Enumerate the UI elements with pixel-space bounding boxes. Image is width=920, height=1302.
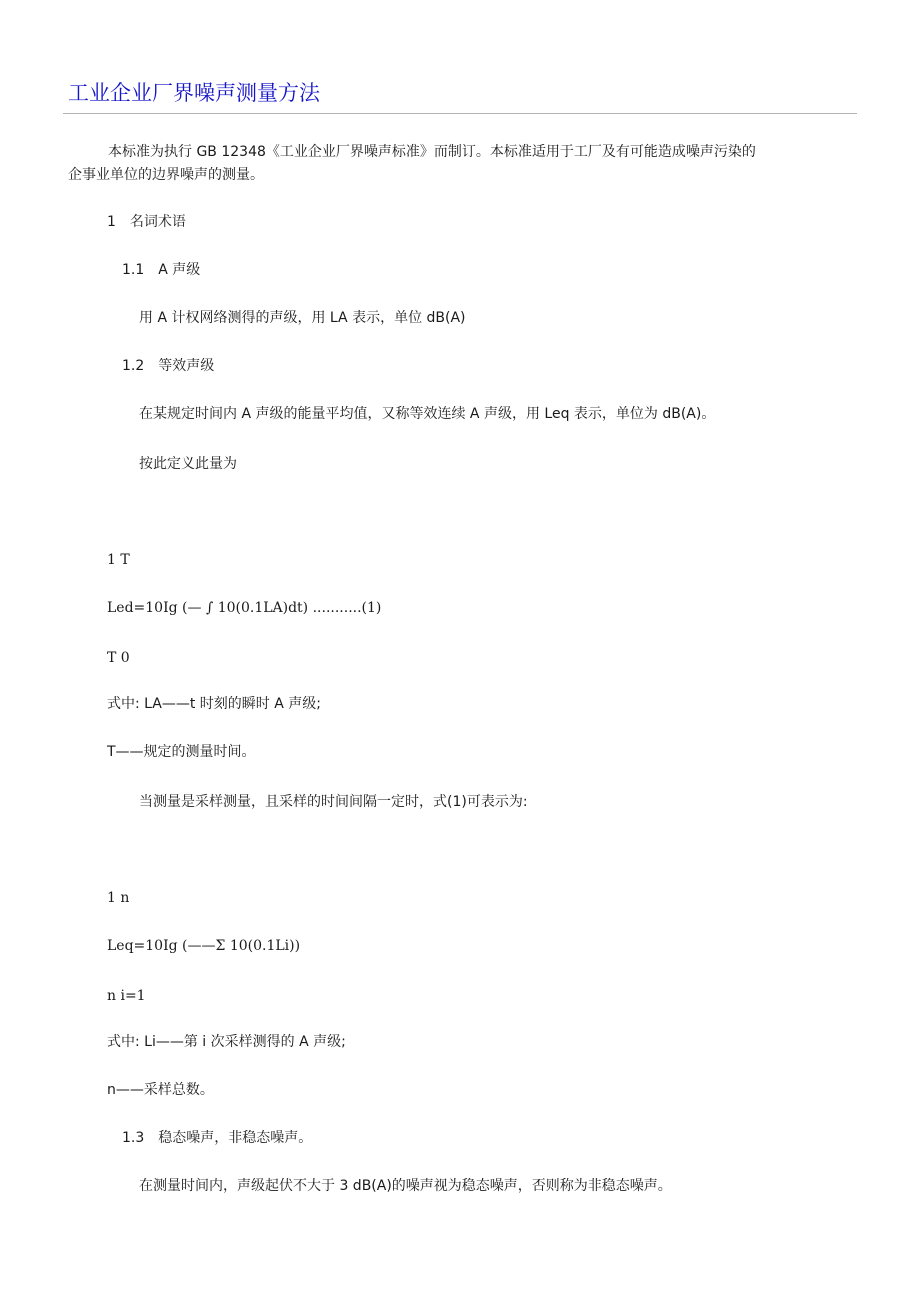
section-1-3-text: 在测量时间内，声级起伏不大于 3 dB(A)的噪声视为稳态噪声，否则称为非稳态噪声。 bbox=[139, 1178, 672, 1194]
page-title: 工业企业厂界噪声测量方法 bbox=[68, 81, 320, 105]
where-2-a: 式中: Li——第 i 次采样测得的 A 声级; bbox=[107, 1034, 346, 1050]
where-1-b: T——规定的测量时间。 bbox=[107, 744, 256, 760]
section-1-3-heading: 1.3 稳态噪声，非稳态噪声。 bbox=[122, 1130, 313, 1146]
formula-1-bottom: T 0 bbox=[107, 650, 130, 666]
formula-2-bottom: n i=1 bbox=[107, 988, 146, 1004]
intro-line-1: 本标准为执行 GB 12348《工业企业厂界噪声标准》而制订。本标准适用于工厂及有可能造成噪声污染的 bbox=[108, 144, 756, 160]
section-1-2-heading: 1.2 等效声级 bbox=[122, 358, 215, 374]
section-1-2-text-2: 按此定义此量为 bbox=[139, 456, 237, 472]
formula-2-top: 1 n bbox=[107, 890, 130, 906]
formula-1-main: Led=10Ig (— ∫ 10(0.1LA)dt) ...........(1) bbox=[107, 600, 382, 616]
formula-1-top: 1 T bbox=[107, 552, 130, 568]
where-2-b: n——采样总数。 bbox=[107, 1082, 214, 1098]
section-1-heading: 1 名词术语 bbox=[107, 214, 186, 230]
sampling-text: 当测量是采样测量，且采样的时间间隔一定时，式(1)可表示为: bbox=[139, 794, 528, 810]
title-divider bbox=[63, 113, 857, 114]
where-1-a: 式中: LA——t 时刻的瞬时 A 声级; bbox=[107, 696, 321, 712]
formula-2-main: Leq=10Ig (——Σ 10(0.1Li)) bbox=[107, 938, 301, 954]
intro-line-2: 企事业单位的边界噪声的测量。 bbox=[68, 167, 264, 183]
section-1-2-text: 在某规定时间内 A 声级的能量平均值，又称等效连续 A 声级，用 Leq 表示，单位为 dB(A)。 bbox=[139, 406, 716, 422]
section-1-1-text: 用 A 计权网络测得的声级，用 LA 表示，单位 dB(A) bbox=[139, 310, 466, 326]
section-1-1-heading: 1.1 A 声级 bbox=[122, 262, 201, 278]
intro-paragraph bbox=[68, 141, 848, 187]
